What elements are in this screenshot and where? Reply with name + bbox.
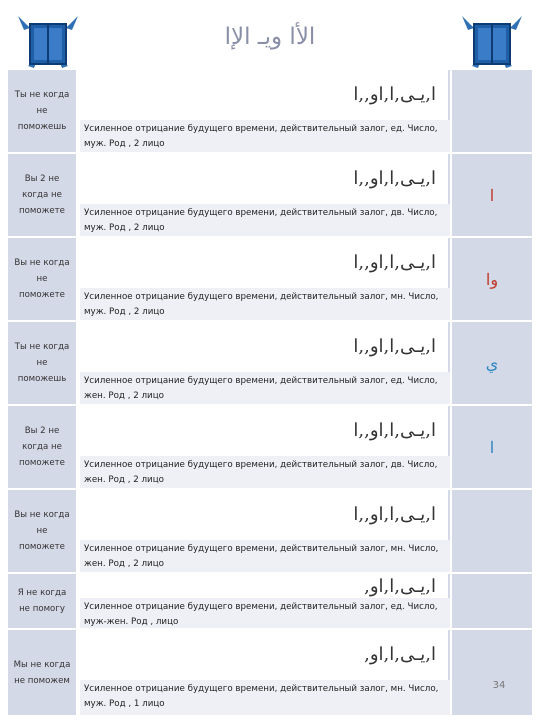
suffix-letter: ي [485, 353, 499, 373]
grammar-description: Усиленное отрицание будущего времени, действительный залог, мн. Число, жен. Род , 2 лицо [80, 540, 450, 572]
table-row [8, 70, 532, 152]
grammar-description: Усиленное отрицание будущего времени, действительный залог, ед. Число, муж-жен. Род , лицо [80, 598, 450, 628]
suffix-cell [452, 490, 532, 572]
suffix-letter: وا [485, 269, 499, 289]
arabic-verb-form: ا,يـى,ا,او,,ا [80, 406, 450, 456]
table-row [8, 406, 532, 488]
slide-title: الأا ويـ الإا [224, 24, 316, 50]
page-number: 34 [492, 680, 506, 691]
grammar-description: Усиленное отрицание будущего времени, действительный залог, дв. Число, жен. Род , 2 лицо [80, 456, 450, 488]
arabic-verb-form: ا,يـى,ا,او,,ا [80, 70, 450, 120]
conjugation-table [8, 70, 532, 715]
book-icon [458, 10, 526, 70]
table-row [8, 630, 532, 715]
arabic-verb-form: ا,يـى,ا,او, [80, 574, 450, 598]
table-row [8, 238, 532, 320]
russian-translation: Ты не когда не поможешь [8, 70, 78, 152]
suffix-letter: ا [489, 185, 495, 205]
suffix-cell [452, 154, 532, 236]
suffix-cell [452, 574, 532, 628]
russian-translation: Ты не когда не поможешь [8, 322, 78, 404]
suffix-cell [452, 630, 532, 715]
slide-header [0, 0, 540, 70]
suffix-cell [452, 322, 532, 404]
russian-translation: Вы 2 не когда не поможете [8, 406, 78, 488]
russian-translation: Вы не когда не поможете [8, 490, 78, 572]
arabic-verb-form: ا,يـى,ا,او,,ا [80, 238, 450, 288]
grammar-description: Усиленное отрицание будущего времени, действительный залог, мн. Число, муж. Род , 2 лицо [80, 288, 450, 320]
russian-translation: Мы не когда не поможем [8, 630, 78, 715]
suffix-letter: ا [489, 437, 495, 457]
russian-translation: Я не когда не помогу [8, 574, 78, 628]
grammar-description: Усиленное отрицание будущего времени, действительный залог, ед. Число, муж. Род , 2 лицо [80, 120, 450, 152]
russian-translation: Вы не когда не поможете [8, 238, 78, 320]
suffix-cell [452, 238, 532, 320]
table-row [8, 490, 532, 572]
arabic-verb-form: ا,يـى,ا,او,,ا [80, 322, 450, 372]
grammar-description: Усиленное отрицание будущего времени, действительный залог, дв. Число, муж. Род , 2 лицо [80, 204, 450, 236]
grammar-description: Усиленное отрицание будущего времени, действительный залог, мн. Число, муж. Род , 1 лицо [80, 680, 450, 715]
arabic-verb-form: ا,يـى,ا,او,,ا [80, 490, 450, 540]
russian-translation: Вы 2 не когда не поможете [8, 154, 78, 236]
table-row [8, 322, 532, 404]
table-row [8, 154, 532, 236]
arabic-verb-form: ا,يـى,ا,او, [80, 630, 450, 680]
grammar-description: Усиленное отрицание будущего времени, действительный залог, ед. Число, жен. Род , 2 лицо [80, 372, 450, 404]
table-row [8, 574, 532, 628]
arabic-verb-form: ا,يـى,ا,او,,ا [80, 154, 450, 204]
suffix-cell [452, 70, 532, 152]
suffix-cell [452, 406, 532, 488]
